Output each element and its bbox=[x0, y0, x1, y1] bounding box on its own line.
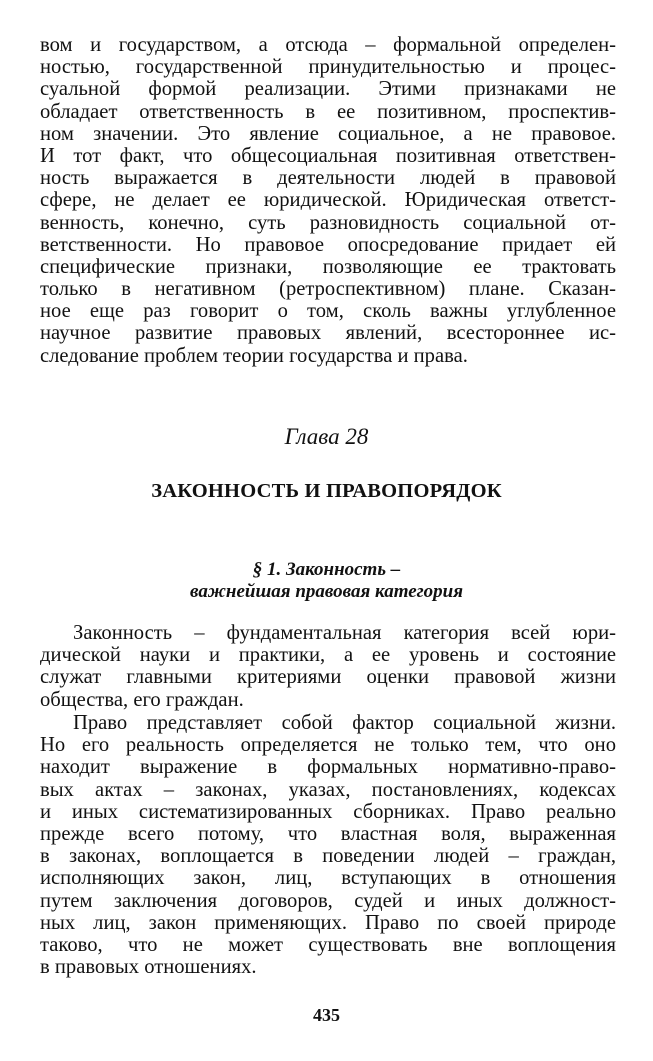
page-number: 435 bbox=[313, 1005, 340, 1025]
text-line: суальной формой реализации. Этими признаками не bbox=[40, 78, 616, 101]
text-line: научное развитие правовых явлений, всестороннее ис- bbox=[40, 322, 616, 345]
text-line: сфере, не делает ее юридической. Юридическая ответст- bbox=[40, 189, 616, 212]
text-line: обладает ответственность в ее позитивном, проспектив- bbox=[40, 100, 616, 123]
text-line: находит выражение в формальных нормативно-право- bbox=[40, 756, 616, 779]
text-line: общества, его граждан. bbox=[40, 688, 244, 711]
text-line: Законность – фундаментальная категория всей юри- bbox=[73, 622, 616, 644]
text-line: ветственности. Но правовое опосредование придает ей bbox=[40, 233, 616, 256]
text-line: в правовых отношениях. bbox=[40, 956, 257, 979]
text-line: прежде всего потому, что властная воля, выраженная bbox=[40, 822, 616, 845]
section-heading-line: важнейшая правовая категория bbox=[189, 581, 464, 602]
paragraph-2 bbox=[40, 712, 616, 978]
text-line: и иных систематизированных сборниках. Право реально bbox=[40, 800, 616, 823]
chapter-label: Глава 28 bbox=[284, 424, 369, 449]
text-line: венность, конечно, суть разновидность социальной от- bbox=[40, 211, 616, 234]
text-line: ностью, государственной принудительностью и процес- bbox=[40, 56, 616, 79]
text-line: вых актах – законах, указах, постановлениях, кодексах bbox=[40, 778, 616, 801]
text-line: дической науки и практики, а ее уровень и состояние bbox=[40, 644, 616, 667]
section-heading-line: § 1. Законность – bbox=[252, 559, 401, 580]
text-line: в законах, воплощается в поведении людей – граждан, bbox=[40, 845, 616, 868]
text-line: Право представляет собой фактор социальной жизни. bbox=[73, 712, 616, 734]
text-line: вом и государством, а отсюда – формальной определен- bbox=[40, 34, 616, 56]
text-line: служат главными критериями оценки правовой жизни bbox=[40, 666, 616, 689]
paragraph-1 bbox=[40, 622, 616, 711]
text-line: путем заключения договоров, судей и иных должност- bbox=[40, 889, 616, 912]
text-line: следование проблем теории государства и права. bbox=[40, 344, 468, 367]
text-line: Но его реальность определяется не только тем, что оно bbox=[40, 734, 616, 757]
text-line: таково, что не может существовать вне воплощения bbox=[40, 933, 616, 956]
text-line: ных лиц, закон применяющих. Право по своей природе bbox=[40, 911, 616, 934]
text-line: исполняющих закон, лиц, вступающих в отношения bbox=[40, 867, 616, 890]
chapter-title: ЗАКОННОСТЬ И ПРАВОПОРЯДОК bbox=[151, 480, 502, 502]
text-line: ное еще раз говорит о том, сколь важны углубленное bbox=[40, 300, 616, 323]
text-line: только в негативном (ретроспективном) плане. Сказан- bbox=[40, 278, 616, 301]
top-paragraph bbox=[40, 34, 616, 367]
text-line: И тот факт, что общесоциальная позитивная ответствен- bbox=[40, 144, 616, 167]
section-heading bbox=[0, 559, 653, 603]
text-line: специфические признаки, позволяющие ее трактовать bbox=[40, 255, 616, 278]
text-line: ность выражается в деятельности людей в правовой bbox=[40, 167, 616, 190]
text-line: ном значении. Это явление социальное, а не правовое. bbox=[40, 122, 616, 145]
